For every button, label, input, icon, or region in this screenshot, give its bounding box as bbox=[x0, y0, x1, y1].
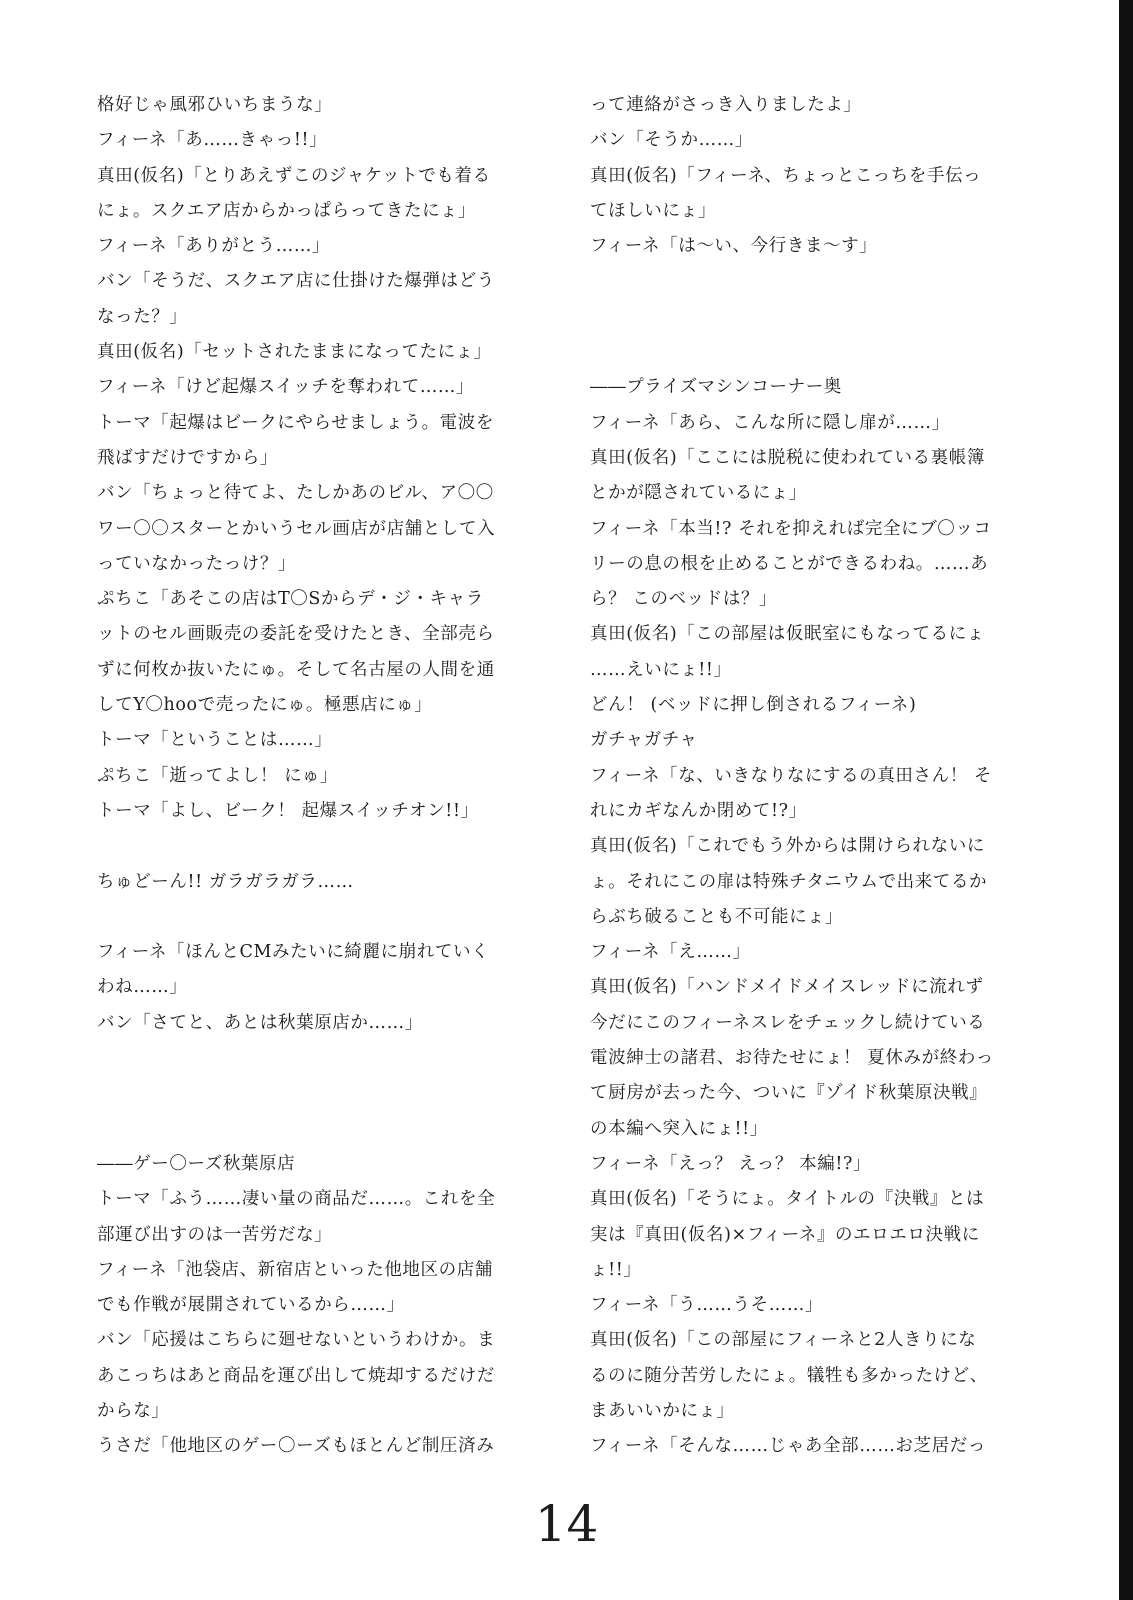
text-line: 真田(仮名)「この部屋は仮眠室にもなってるにょ bbox=[590, 624, 985, 645]
text-line: あこっちはあと商品を運び出して焼却するだけだ bbox=[97, 1365, 495, 1386]
text-line: ちゅどーん!! ガラガラガラ…… bbox=[97, 871, 354, 892]
text-line bbox=[97, 1112, 547, 1147]
text-line: 真田(仮名)「この部屋にフィーネと2人きりにな bbox=[590, 1330, 977, 1351]
text-line: フィーネ「けど起爆スイッチを奪われて……」 bbox=[97, 377, 475, 398]
text-line: 実は『真田(仮名)×フィーネ』のエロエロ決戦に bbox=[590, 1224, 980, 1245]
text-line: フィーネ「ほんとCMみたいに綺麗に崩れていく bbox=[97, 942, 490, 963]
text-line: るのに随分苦労したにょ。犠牲も多かったけど、 bbox=[590, 1365, 988, 1386]
text-line: らぶち破ることも不可能にょ」 bbox=[590, 906, 844, 927]
text-line bbox=[97, 1076, 547, 1111]
text-line: フィーネ「あ……きゃっ!!」 bbox=[97, 130, 328, 151]
text-line: 真田(仮名)「ハンドメイドメイスレッドに流れず bbox=[590, 977, 984, 998]
text-line: フィーネ「あら、こんな所に隠し扉が……」 bbox=[590, 412, 950, 433]
text-line: バン「ちょっと待てよ、たしかあのビル、ア〇〇 bbox=[97, 483, 494, 504]
text-line: うさだ「他地区のゲー〇ーズもほとんど制圧済み bbox=[97, 1436, 495, 1457]
text-line: バン「そうか……」 bbox=[590, 130, 753, 151]
text-line: ――ゲー〇ーズ秋葉原店 bbox=[97, 1153, 296, 1174]
right-text-column bbox=[590, 88, 1040, 1465]
text-line: て厨房が去った今、ついに『ゾイド秋葉原決戦』 bbox=[590, 1083, 988, 1104]
text-line: 電波紳士の諸君、お待たせにょ！ 夏休みが終わっ bbox=[590, 1048, 994, 1069]
scan-edge-border bbox=[1119, 0, 1133, 1600]
text-line: ……えいにょ!!」 bbox=[590, 659, 732, 680]
text-line: れにカギなんか閉めて!?」 bbox=[590, 800, 807, 821]
text-line: バン「応援はこちらに廻せないというわけか。ま bbox=[97, 1330, 496, 1351]
text-line: ょ。それにこの扉は特殊チタニウムで出来てるか bbox=[590, 871, 988, 892]
text-line: なった？」 bbox=[97, 306, 188, 327]
text-line: 真田(仮名)「そうにょ。タイトルの『決戦』とは bbox=[590, 1189, 985, 1210]
text-line: バン「さてと、あとは秋葉原店か……」 bbox=[97, 1012, 423, 1033]
text-line: ガチャガチャ bbox=[590, 730, 698, 751]
text-line: バン「そうだ、スクエア店に仕掛けた爆弾はどう bbox=[97, 271, 495, 292]
text-line: 真田(仮名)「フィーネ、ちょっとこっちを手伝っ bbox=[590, 165, 982, 186]
text-line: フィーネ「は〜い、今行きま〜す」 bbox=[590, 236, 878, 257]
text-line: してY〇hooで売ったにゅ。極悪店にゅ」 bbox=[97, 695, 433, 716]
text-line: トーマ「ふう……凄い量の商品だ……。これを全 bbox=[97, 1189, 496, 1210]
text-line: の本編へ突入にょ!!」 bbox=[590, 1118, 768, 1139]
text-line: 今だにこのフィーネスレをチェックし続けている bbox=[590, 1012, 986, 1033]
text-line: ワー〇〇スターとかいうセル画店が店舗として入 bbox=[97, 518, 496, 539]
text-line: トーマ「起爆はビークにやらせましょう。電波を bbox=[97, 412, 494, 433]
text-line: ――プライズマシンコーナー奥 bbox=[590, 377, 842, 398]
text-line: ずに何枚か抜いたにゅ。そして名古屋の人間を通 bbox=[97, 659, 495, 680]
text-line: 真田(仮名)「とりあえずこのジャケットでも着る bbox=[97, 165, 491, 186]
text-line bbox=[97, 900, 547, 935]
text-line bbox=[590, 264, 1040, 299]
text-line: フィーネ「な、いきなりなにするの真田さん！ そ bbox=[590, 765, 993, 786]
text-line: って連絡がさっき入りましたよ」 bbox=[590, 95, 862, 115]
text-line: でも作戦が展開されているから……」 bbox=[97, 1295, 405, 1316]
text-line: フィーネ「え……」 bbox=[590, 942, 751, 963]
text-line: にょ。スクエア店からかっぱらってきたにょ」 bbox=[97, 200, 477, 221]
text-line bbox=[97, 829, 547, 864]
text-line: フィーネ「ありがとう……」 bbox=[97, 236, 331, 257]
text-line: ぷちこ「逝ってよし！ にゅ」 bbox=[97, 765, 339, 786]
text-line: 真田(仮名)「ここには脱税に使われている裏帳簿 bbox=[590, 447, 985, 468]
text-line: リーの息の根を止めることができるわね。……あ bbox=[590, 553, 989, 574]
text-line: トーマ「よし、ビーク！ 起爆スイッチオン!!」 bbox=[97, 800, 479, 821]
text-line: 飛ばすだけですから」 bbox=[97, 447, 278, 468]
left-text-column bbox=[97, 88, 547, 1465]
text-line: とかが隠されているにょ」 bbox=[590, 483, 807, 504]
text-line: フィーネ「そんな……じゃあ全部……お芝居だっ bbox=[590, 1436, 986, 1457]
text-line: わね……」 bbox=[97, 977, 188, 998]
text-line: ら？ このベッドは？」 bbox=[590, 589, 778, 610]
text-line: 真田(仮名)「これでもう外からは開けられないに bbox=[590, 836, 985, 857]
text-line: 部運び出すのは一苦労だな」 bbox=[97, 1224, 333, 1245]
text-line: てほしいにょ」 bbox=[590, 200, 717, 221]
text-line: っていなかったっけ？」 bbox=[97, 553, 297, 574]
text-line: どん！ (ベッドに押し倒されるフィーネ) bbox=[590, 695, 917, 716]
text-line: まあいいかにょ」 bbox=[590, 1400, 735, 1421]
text-line: 真田(仮名)「セットされたままになってたにょ」 bbox=[97, 342, 492, 363]
text-line: フィーネ「本当!? それを抑えれば完全にブ〇ッコ bbox=[590, 518, 992, 539]
text-line: フィーネ「池袋店、新宿店といった他地区の店舗 bbox=[97, 1259, 493, 1280]
text-line bbox=[590, 335, 1040, 370]
text-line: からな」 bbox=[97, 1400, 170, 1421]
text-line bbox=[97, 1041, 547, 1076]
text-line: フィーネ「えっ？ えっ？ 本編!?」 bbox=[590, 1153, 872, 1174]
text-line: フィーネ「う……うそ……」 bbox=[590, 1295, 824, 1316]
text-line: トーマ「ということは……」 bbox=[97, 730, 333, 751]
text-line: 格好じゃ風邪ひいちまうな」 bbox=[97, 95, 333, 115]
text-line: ぷちこ「あそこの店はT〇Sからデ・ジ・キャラ bbox=[97, 589, 484, 610]
text-line: ょ!!」 bbox=[590, 1259, 642, 1280]
text-line: ットのセル画販売の委託を受けたとき、全部売ら bbox=[97, 624, 495, 645]
text-line bbox=[590, 300, 1040, 335]
page-number: 14 bbox=[534, 1495, 599, 1553]
